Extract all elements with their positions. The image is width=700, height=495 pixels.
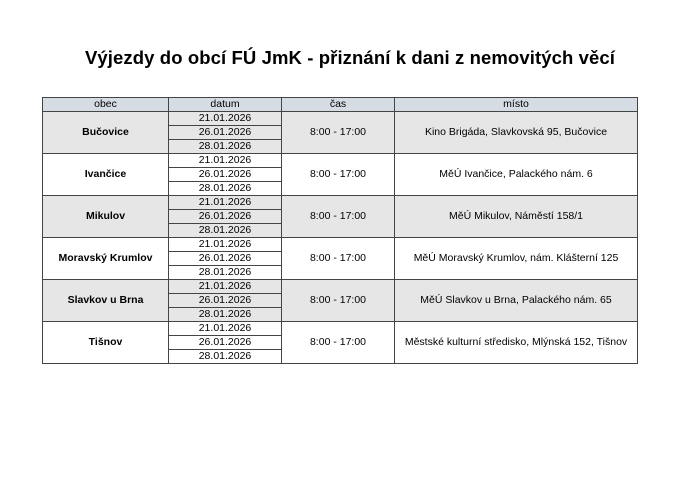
- date-cell: 21.01.2026: [169, 280, 282, 294]
- place-cell: MěÚ Slavkov u Brna, Palackého nám. 65: [395, 280, 638, 322]
- column-header-cas: čas: [282, 98, 395, 112]
- date-cell: 28.01.2026: [169, 308, 282, 322]
- group-moravsky-krumlov: [43, 238, 638, 280]
- table-row: [43, 238, 638, 252]
- date-cell: 26.01.2026: [169, 210, 282, 224]
- table-row: [43, 322, 638, 336]
- time-cell: 8:00 - 17:00: [282, 112, 395, 154]
- table-header-row: [43, 98, 638, 112]
- date-cell: 21.01.2026: [169, 238, 282, 252]
- date-cell: 21.01.2026: [169, 154, 282, 168]
- date-cell: 26.01.2026: [169, 336, 282, 350]
- table-row: [43, 154, 638, 168]
- group-slavkov-u-brna: [43, 280, 638, 322]
- time-cell: 8:00 - 17:00: [282, 196, 395, 238]
- date-cell: 28.01.2026: [169, 182, 282, 196]
- page-title: Výjezdy do obcí FÚ JmK - přiznání k dani z nemovitých věcí: [84, 47, 616, 68]
- column-header-misto: místo: [395, 98, 638, 112]
- place-cell: Kino Brigáda, Slavkovská 95, Bučovice: [395, 112, 638, 154]
- date-cell: 21.01.2026: [169, 112, 282, 126]
- date-cell: 28.01.2026: [169, 266, 282, 280]
- date-cell: 26.01.2026: [169, 252, 282, 266]
- group-tisnov: [43, 322, 638, 364]
- group-bucovice: [43, 112, 638, 154]
- time-cell: 8:00 - 17:00: [282, 322, 395, 364]
- obec-cell: Ivančice: [43, 154, 169, 196]
- obec-cell: Bučovice: [43, 112, 169, 154]
- date-cell: 21.01.2026: [169, 196, 282, 210]
- obec-cell: Mikulov: [43, 196, 169, 238]
- time-cell: 8:00 - 17:00: [282, 154, 395, 196]
- place-cell: MěÚ Moravský Krumlov, nám. Klášterní 125: [395, 238, 638, 280]
- schedule-table: [42, 97, 638, 364]
- table-row: [43, 280, 638, 294]
- column-header-obec: obec: [43, 98, 169, 112]
- place-cell: MěÚ Ivančice, Palackého nám. 6: [395, 154, 638, 196]
- column-header-datum: datum: [169, 98, 282, 112]
- time-cell: 8:00 - 17:00: [282, 238, 395, 280]
- place-cell: Městské kulturní středisko, Mlýnská 152, Tišnov: [395, 322, 638, 364]
- table-row: [43, 196, 638, 210]
- table-row: [43, 112, 638, 126]
- date-cell: 28.01.2026: [169, 224, 282, 238]
- date-cell: 21.01.2026: [169, 322, 282, 336]
- time-cell: 8:00 - 17:00: [282, 280, 395, 322]
- date-cell: 26.01.2026: [169, 126, 282, 140]
- date-cell: 26.01.2026: [169, 294, 282, 308]
- date-cell: 28.01.2026: [169, 350, 282, 364]
- group-mikulov: [43, 196, 638, 238]
- date-cell: 26.01.2026: [169, 168, 282, 182]
- date-cell: 28.01.2026: [169, 140, 282, 154]
- obec-cell: Slavkov u Brna: [43, 280, 169, 322]
- obec-cell: Moravský Krumlov: [43, 238, 169, 280]
- place-cell: MěÚ Mikulov, Náměstí 158/1: [395, 196, 638, 238]
- obec-cell: Tišnov: [43, 322, 169, 364]
- group-ivancice: [43, 154, 638, 196]
